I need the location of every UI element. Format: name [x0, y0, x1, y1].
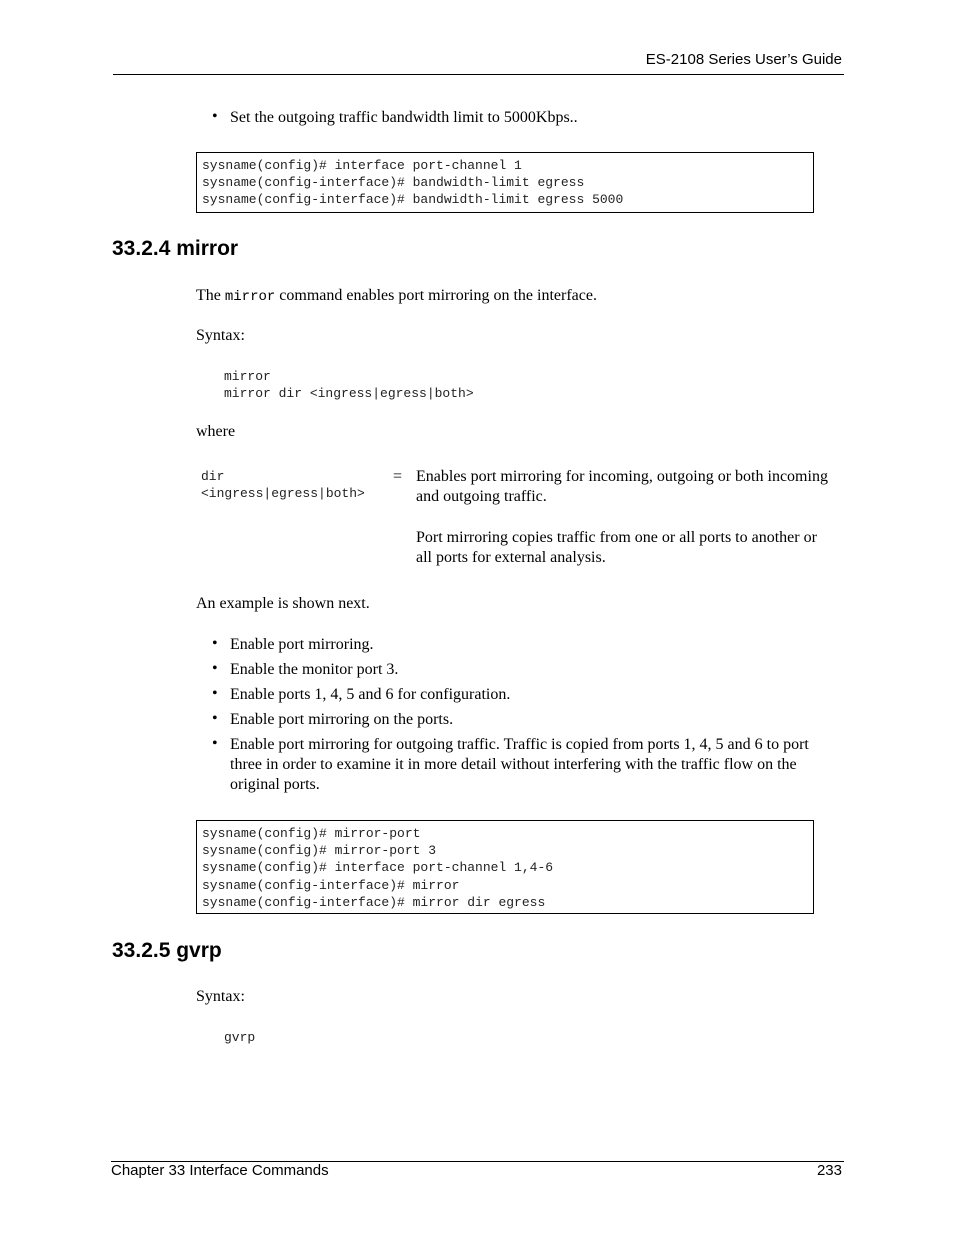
where-label: where: [196, 423, 236, 440]
param-name: <ingress|egress|both>: [201, 486, 365, 501]
code-line: sysname(config)# mirror-port 3: [202, 843, 437, 859]
bullet-text: Enable port mirroring.: [230, 636, 374, 653]
bullet-text: Enable the monitor port 3.: [230, 661, 399, 678]
bullet-text: Enable ports 1, 4, 5 and 6 for configuration.: [230, 686, 511, 703]
param-name: dir: [201, 469, 225, 484]
syntax-label: Syntax:: [196, 327, 245, 344]
code-line: sysname(config)# mirror-port: [202, 826, 421, 841]
bullet-marker: •: [212, 635, 218, 652]
running-header-title: ES-2108 Series User’s Guide: [645, 51, 842, 68]
param-desc-copies: Port mirroring copies traffic from one or all ports to another or all ports for external analysis.: [416, 529, 817, 566]
section-heading-gvrp: 33.2.5 gvrp: [112, 939, 222, 962]
desc-suffix: command enables port mirroring on the interface.: [279, 287, 597, 304]
desc-prefix: The: [196, 287, 221, 304]
mirror-description: [196, 286, 597, 307]
param-equals: =: [393, 468, 403, 485]
syntax-line: mirror: [224, 369, 271, 384]
page-number: 233: [816, 1162, 842, 1179]
header-rule: [113, 74, 844, 75]
code-block-mirror-example: [196, 820, 814, 914]
example-intro: An example is shown next.: [196, 595, 370, 612]
bullet-marker: •: [212, 660, 218, 677]
code-line: sysname(config-interface)# bandwidth-limit egress: [202, 175, 585, 191]
syntax-label: Syntax:: [196, 988, 245, 1005]
syntax-line: mirror dir <ingress|egress|both>: [224, 386, 474, 401]
bullet-marker: •: [212, 710, 218, 727]
code-line: sysname(config)# interface port-channel 1,4-6: [202, 860, 554, 876]
code-line: sysname(config-interface)# mirror: [202, 877, 460, 893]
bullet-marker: •: [212, 685, 218, 702]
code-line: sysname(config)# interface port-channel 1: [202, 158, 522, 173]
syntax-line: gvrp: [224, 1030, 256, 1045]
code-block-bandwidth: [196, 152, 814, 213]
inline-code-mirror: mirror: [224, 289, 276, 305]
bullet-marker: •: [212, 735, 218, 752]
code-line: sysname(config-interface)# mirror dir egress: [202, 894, 546, 910]
footer-chapter: Chapter 33 Interface Commands: [111, 1162, 329, 1179]
bullet-text: Enable port mirroring on the ports.: [230, 711, 454, 728]
bullet-marker: •: [212, 108, 218, 125]
code-line: sysname(config-interface)# bandwidth-limit egress 5000: [202, 192, 624, 208]
section-heading-mirror: 33.2.4 mirror: [112, 237, 239, 260]
param-desc-enables: Enables port mirroring for incoming, outgoing or both incoming and outgoing traffic.: [416, 468, 828, 505]
bullet-text: Enable port mirroring for outgoing traffic. Traffic is copied from ports 1, 4, 5 and 6 to port three in order to examine it in more detail without interfering with the traffic flow on the original ports.: [230, 736, 809, 793]
intro-bullet-text: Set the outgoing traffic bandwidth limit to 5000Kbps..: [230, 109, 578, 126]
